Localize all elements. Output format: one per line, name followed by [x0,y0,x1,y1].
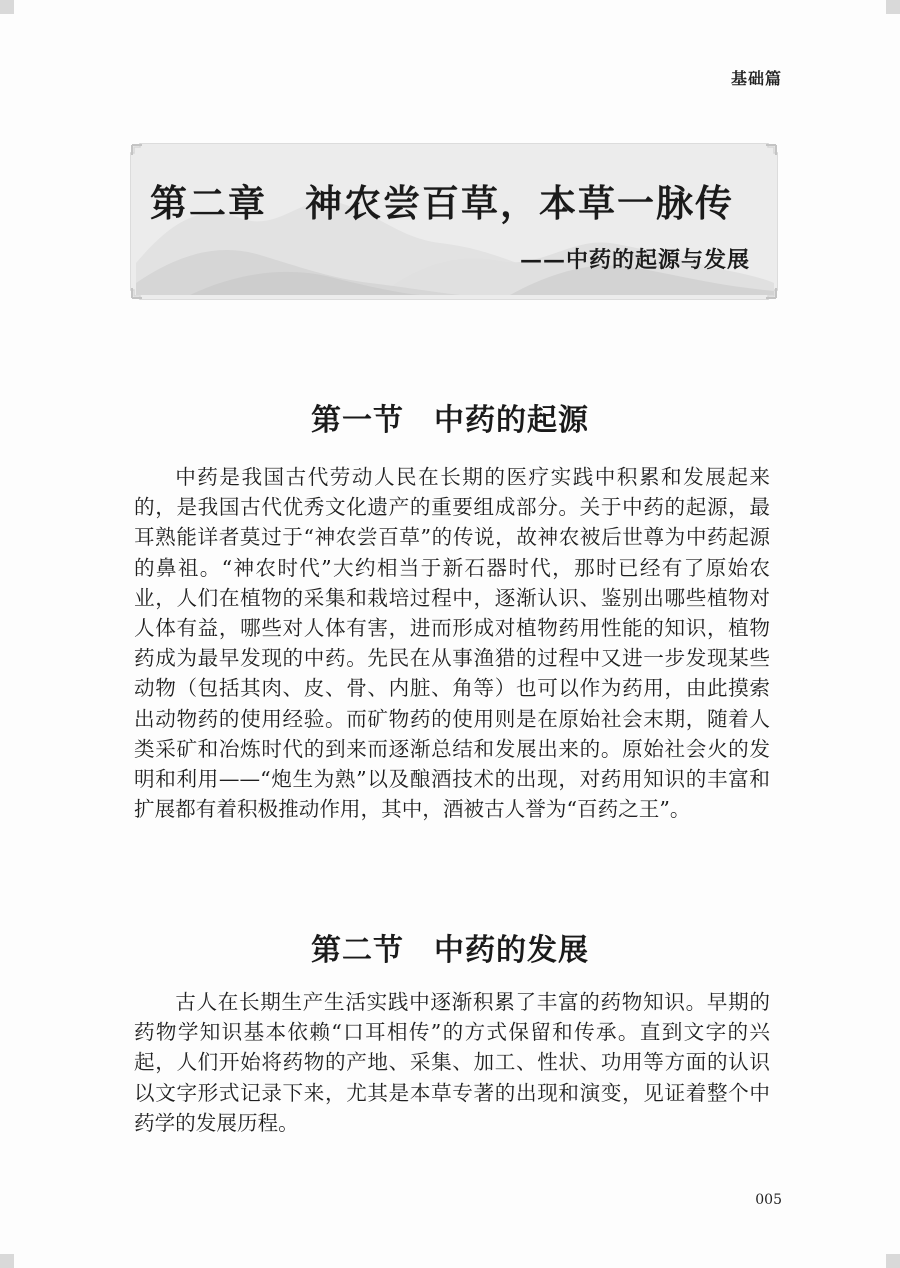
page-corner-bottom-left [0,1254,14,1268]
chapter-title-text: 神农尝百草，本草一脉传 [305,181,734,225]
page-number: 005 [755,1192,782,1208]
chapter-banner [130,143,778,300]
section-number: 第一节 [311,403,404,438]
running-header: 基础篇 [730,69,782,88]
chapter-subtitle: ——中药的起源与发展 [519,247,750,273]
paragraph-origin: 中药是我国古代劳动人民在长期的医疗实践中积累和发展起来的，是我国古代优秀文化遗产的重要组成部分。关于中药的起源，最耳熟能详者莫过于“神农尝百草”的传说，故神农被后世尊为中药起源的鼻祖。“神农时代”大约相当于新石器时代，那时已经有了原始农业，人们在植物的采集和栽培过程中，逐渐认识、鉴别出哪些植物对人体有益，哪些对人体有害，进而形成对植物药用性能的知识，植物药成为最早发现的中药。先民在从事渔猎的过程中又进一步发现某些动物（包括其肉、皮、骨、内脏、角等）也可以作为药用，由此摸索出动物药的使用经验。而矿物药的使用则是在原始社会末期，随着人类采矿和冶炼时代的到来而逐渐总结和发展出来的。原始社会火的发明和利用——“炮生为熟”以及酿酒技术的出现，对药用知识的丰富和扩展都有着积极推动作用，其中，酒被古人誉为“百药之王”。 [134,465,770,822]
section-heading-development [0,925,900,969]
page-corner-top-left [0,0,14,14]
section-heading-origin [0,395,900,439]
chapter-label: 第二章 [150,181,267,225]
section-number: 第二节 [311,933,404,968]
chapter-title [150,173,762,227]
page-corner-top-right [886,0,900,14]
section-title-text: 中药的发展 [434,933,589,968]
section-title-text: 中药的起源 [434,403,589,438]
paragraph-development: 古人在长期生产生活实践中逐渐积累了丰富的药物知识。早期的药物学知识基本依赖“口耳相传”的方式保留和传承。直到文字的兴起，人们开始将药物的产地、采集、加工、性状、功用等方面的认识以文字形式记录下来，尤其是本草专著的出现和演变，见证着整个中药学的发展历程。 [134,990,770,1135]
page-corner-bottom-right [886,1254,900,1268]
